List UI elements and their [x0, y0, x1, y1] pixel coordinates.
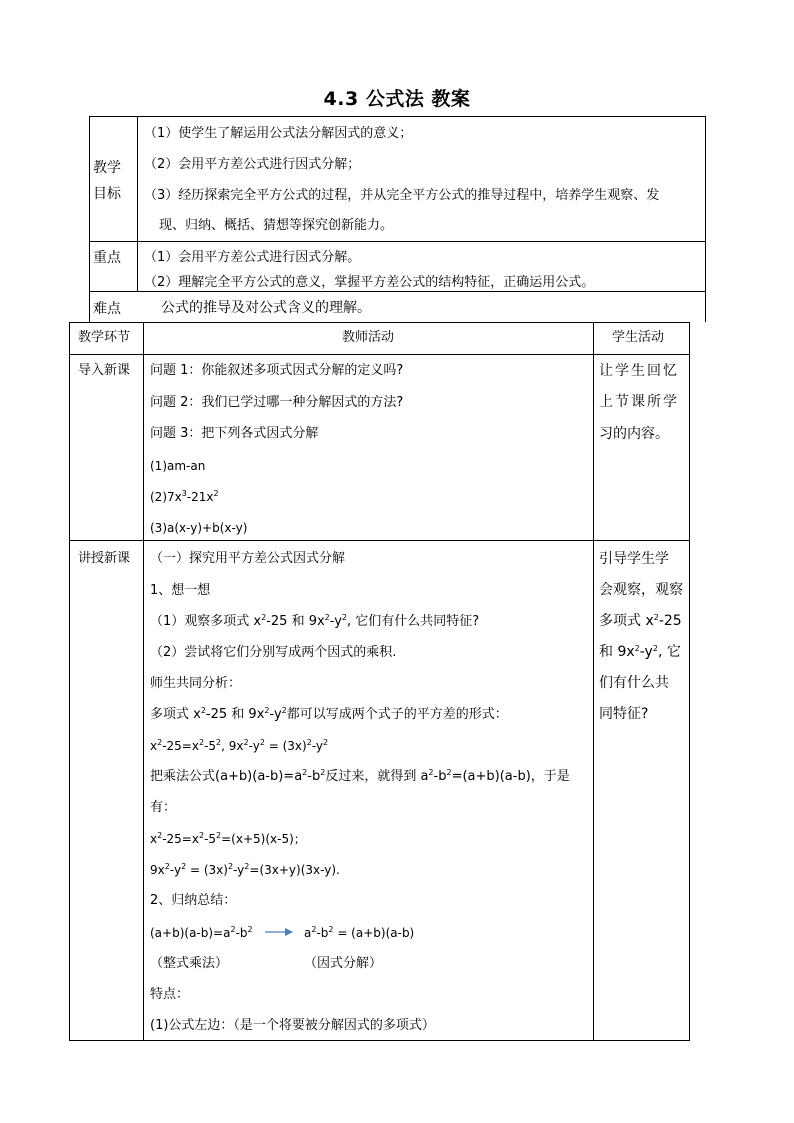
therefore-text: 有：	[150, 800, 177, 815]
features-heading: 特点：	[150, 987, 190, 1002]
think-heading: 1、想一想	[150, 583, 211, 598]
analysis-text: 多项式 $x^2-25$ 和 $9x^2-y^2$都可以写成两个式子的平方差的形式：	[150, 706, 508, 722]
question-3: 问题 3：把下列各式因式分解	[150, 426, 319, 441]
label-factorization: （因式分解）	[304, 956, 383, 971]
exercise-1: (1)am-an	[150, 459, 206, 473]
objective-item-1: （1）使学生了解运用公式法分解因式的意义；	[144, 126, 413, 141]
student-guide-2: 会观察，观察	[599, 582, 683, 598]
formula-line-1: $x^2-25=x^2-5^2$, $9x^2-y^2 = (3x)^2-y^2$	[150, 738, 329, 753]
factor-prompt: （2）尝试将它们分别写成两个因式的乘积.	[150, 645, 397, 660]
objectives-label-1: 教学	[93, 160, 121, 176]
student-intro-3: 习的内容。	[599, 426, 669, 442]
right-arrow-icon	[264, 926, 294, 938]
formula-line-2: $x^2-25=x^2-5^2=(x+5)(x-5)$；	[150, 831, 306, 846]
student-guide-1: 引导学生学	[599, 551, 669, 567]
student-guide-5: 们有什么共	[599, 675, 669, 691]
objective-item-4: 现、归纳、概括、猜想等探究创新能力。	[159, 218, 394, 233]
key-point-2: （2）理解完全平方公式的意义，掌握平方差公式的结构特征，正确运用公式。	[144, 275, 595, 290]
header-student: 学生活动	[612, 330, 665, 345]
objective-item-2: （2）会用平方差公式进行因式分解；	[144, 157, 361, 172]
label-multiplication: （整式乘法）	[150, 956, 229, 971]
formula-reverse: 把乘法公式$(a+b)(a-b)=a^2-b^2$反过来，就得到 $a^2-b^2=(a+b)(a-b)$，于是	[150, 768, 570, 784]
objectives-label-2: 目标	[93, 186, 121, 202]
student-guide-4: 和 $9x^2-y^2$, 它	[599, 644, 681, 660]
key-points-label: 重点	[93, 250, 121, 266]
header-teacher: 教师活动	[342, 330, 395, 345]
feature-1: (1)公式左边：（是一个将要被分解因式的多项式）	[150, 1018, 435, 1033]
summary-heading: 2、归纳总结：	[150, 893, 237, 908]
key-point-1: （1）会用平方差公式进行因式分解。	[144, 250, 361, 265]
section-heading: （一）探究用平方差公式因式分解	[150, 551, 346, 566]
header-stage: 教学环节	[78, 330, 131, 345]
student-intro-2: 上节课所学	[599, 394, 679, 410]
exercise-3: (3)a(x-y)+b(x-y)	[150, 521, 248, 535]
difficulty-text: 公式的推导及对公式含义的理解。	[161, 300, 371, 316]
formula-line-3: $9x^2-y^2 = (3x)^2-y^2=(3x+y)(3x-y)$.	[150, 862, 340, 877]
question-1: 问题 1：你能叙述多项式因式分解的定义吗?	[150, 363, 404, 378]
summary-formula-left: $(a+b)(a-b)=a^2-b^2$	[150, 925, 253, 940]
page-title: 4.3 公式法 教案	[323, 88, 471, 110]
exercise-2: $(2)7x^3-21x^2$	[150, 489, 219, 504]
stage-new-lesson: 讲授新课	[78, 551, 131, 566]
observe-prompt: （1）观察多项式 $x^2-25$ 和 $9x^2-y^2$, 它们有什么共同特征?	[150, 613, 480, 629]
student-guide-6: 同特征?	[599, 706, 649, 722]
difficulty-label: 难点	[93, 301, 121, 317]
summary-formula-right: $a^2-b^2 = (a+b)(a-b)$	[304, 925, 415, 940]
objective-item-3: （3）经历探索完全平方公式的过程，并从完全平方公式的推导过程中，培养学生观察、发	[144, 188, 660, 203]
analysis-heading: 师生共同分析：	[150, 676, 242, 691]
student-guide-3: 多项式 $x^2-25$	[599, 613, 682, 629]
student-intro-1: 让学生回忆	[599, 363, 679, 379]
question-2: 问题 2：我们已学过哪一种分解因式的方法?	[150, 395, 404, 410]
stage-intro: 导入新课	[78, 363, 131, 378]
